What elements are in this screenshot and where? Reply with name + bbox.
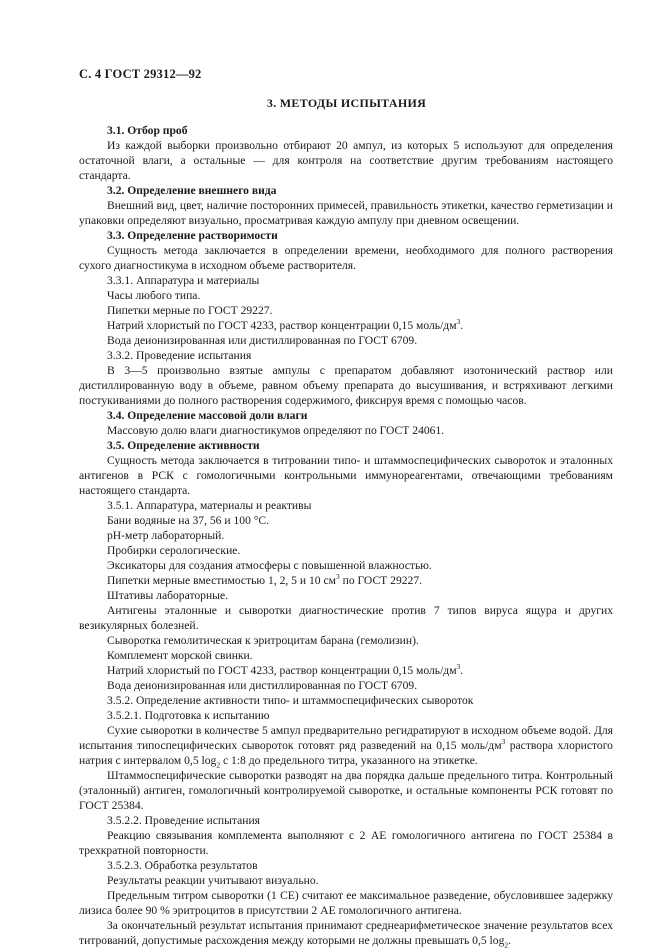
heading-3-3: 3.3. Определение растворимости xyxy=(107,229,278,242)
paragraph-3-3-2-text: В 3—5 произвольно взятые ампулы с препаратом добавляют изотонический раствор или дистиллированную воду в объеме, равном объему препарата до высушивания, и встряхивают легкими постукиваниями до полного растворения содержимого, фиксируя время с помощью часов. xyxy=(79,364,613,407)
paragraph-3-3-2: 3.3.2. Проведение испытания xyxy=(107,349,252,362)
sukhie-text-a: Сухие сыворотки в количестве 5 ампул предварительно регидратируют в исходном объеме водой. Для испытания типоспецифических сывороток готовят ряд разведений на 0,15 моль/дм xyxy=(79,724,613,752)
natriy-2-text: Натрий хлористый по ГОСТ 4233, раствор концентрации 0,15 моль/дм xyxy=(107,664,457,677)
paragraph-3-2: Внешний вид, цвет, наличие посторонних примесей, правильность этикетки, качество герметизации и упаковки определяют визуально, просматривая каждую ампулу при дневном освещении. xyxy=(79,199,613,227)
natriy-2-end: . xyxy=(460,664,464,677)
paragraph-pipetki-1: Пипетки мерные по ГОСТ 29227. xyxy=(107,304,273,317)
paragraph-3-3-1: 3.3.1. Аппаратура и материалы xyxy=(107,274,260,287)
paragraph-predelnym: Предельным титром сыворотки (1 СЕ) считают ее максимальное разведение, обусловившее задержку лизиса более 90 % эритроцитов в присутствии 2 АЕ гомологичного антигена. xyxy=(79,889,613,917)
paragraph-okonch xyxy=(79,918,613,948)
paragraph-pipetki-2 xyxy=(79,573,613,588)
pipetki-2-end: по ГОСТ 29227. xyxy=(339,574,423,587)
paragraph-sukhie xyxy=(79,723,613,768)
paragraph-3-5-2-2: 3.5.2.2. Проведение испытания xyxy=(107,814,260,827)
natriy-1-text: Натрий хлористый по ГОСТ 4233, раствор концентрации 0,15 моль/дм xyxy=(107,319,457,332)
sukhie-sub: 2 xyxy=(216,760,221,770)
section-title: 3. МЕТОДЫ ИСПЫТАНИЯ xyxy=(266,96,427,110)
paragraph-shtativy: Штативы лабораторные. xyxy=(107,589,228,602)
sukhie-text-b: раствора хлористого натрия с интервалом 0,5 log xyxy=(79,739,613,767)
heading-3-5: 3.5. Определение активности xyxy=(107,439,260,452)
paragraph-ph: pH-метр лабораторный. xyxy=(107,529,225,542)
paragraph-natriy-2 xyxy=(79,663,613,678)
document-body xyxy=(79,123,613,948)
pipetki-2-text: Пипетки мерные вместимостью 1, 2, 5 и 10 см xyxy=(107,574,336,587)
paragraph-3-5: Сущность метода заключается в титровании типо- и штаммоспецифических сывороток и эталонных антигенов в РСК с гомологичными контрольными иммунореагентами, отвечающими требованиям настоящего стандарта. xyxy=(79,454,613,497)
natriy-1-end: . xyxy=(460,319,464,332)
paragraph-voda-1: Вода деионизированная или дистиллированная по ГОСТ 6709. xyxy=(107,334,418,347)
paragraph-syvorotka: Сыворотка гемолитическая к эритроцитам барана (гемолизин). xyxy=(107,634,419,647)
paragraph-3-5-1: 3.5.1. Аппаратура, материалы и реактивы xyxy=(107,499,312,512)
running-head: С. 4 ГОСТ 29312—92 xyxy=(79,67,202,81)
sukhie-sup: 3 xyxy=(501,737,506,747)
paragraph-probirki: Пробирки серологические. xyxy=(107,544,241,557)
paragraph-rezultaty: Результаты реакции учитывают визуально. xyxy=(107,874,319,887)
sukhie-text-c: с 1:8 до предельного титра, указанного на этикетке. xyxy=(220,754,478,767)
okonch-text: За окончательный результат испытания принимают среднеарифметическое значение результатов всех титрований, допустимые расхождения между которыми не должны превышать 0,5 log xyxy=(79,919,613,947)
paragraph-3-5-2-3: 3.5.2.3. Обработка результатов xyxy=(107,859,258,872)
paragraph-reaktsiyu: Реакцию связывания комплемента выполняют с 2 АЕ гомологичного антигена по ГОСТ 25384 в трехкратной повторности. xyxy=(79,829,613,857)
okonch-sub: 2 xyxy=(504,940,509,949)
paragraph-3-3: Сущность метода заключается в определении времени, необходимого для полного растворения сухого диагностикума в исходном объеме растворителя. xyxy=(79,244,613,272)
heading-3-1: 3.1. Отбор проб xyxy=(107,124,188,137)
paragraph-3-1: Из каждой выборки произвольно отбирают 20 ампул, из которых 5 используют для определения остаточной влаги, а остальные — для контроля на соответствие другим требованиям настоящего стандарта. xyxy=(79,139,613,182)
natriy-1-sup: 3 xyxy=(456,317,461,327)
paragraph-natriy-1 xyxy=(79,318,613,333)
okonch-end: . xyxy=(508,934,512,947)
paragraph-3-4: Массовую долю влаги диагностикумов определяют по ГОСТ 24061. xyxy=(107,424,445,437)
paragraph-bani: Бани водяные на 37, 56 и 100 °С. xyxy=(107,514,270,527)
heading-3-2: 3.2. Определение внешнего вида xyxy=(107,184,277,197)
paragraph-3-5-2: 3.5.2. Определение активности типо- и штаммоспецифических сывороток xyxy=(107,694,474,707)
paragraph-voda-2: Вода деионизированная или дистиллированная по ГОСТ 6709. xyxy=(107,679,418,692)
paragraph-komplement: Комплемент морской свинки. xyxy=(107,649,253,662)
natriy-2-sup: 3 xyxy=(456,662,461,672)
paragraph-eksikatory: Эксикаторы для создания атмосферы с повышенной влажностью. xyxy=(107,559,432,572)
paragraph-chasy: Часы любого типа. xyxy=(107,289,201,302)
paragraph-shtammo: Штаммоспецифические сыворотки разводят на два порядка дальше предельного титра. Контрольный (эталонный) антиген, гомологичный контролируемой сыворотке, и остальные компоненты РСК готовят по ГОСТ 25384. xyxy=(79,769,613,812)
paragraph-antigeny: Антигены эталонные и сыворотки диагностические против 7 типов вируса ящура и других везикулярных болезней. xyxy=(79,604,613,632)
heading-3-4: 3.4. Определение массовой доли влаги xyxy=(107,409,308,422)
paragraph-3-5-2-1: 3.5.2.1. Подготовка к испытанию xyxy=(107,709,270,722)
pipetki-2-sup: 3 xyxy=(335,572,340,582)
